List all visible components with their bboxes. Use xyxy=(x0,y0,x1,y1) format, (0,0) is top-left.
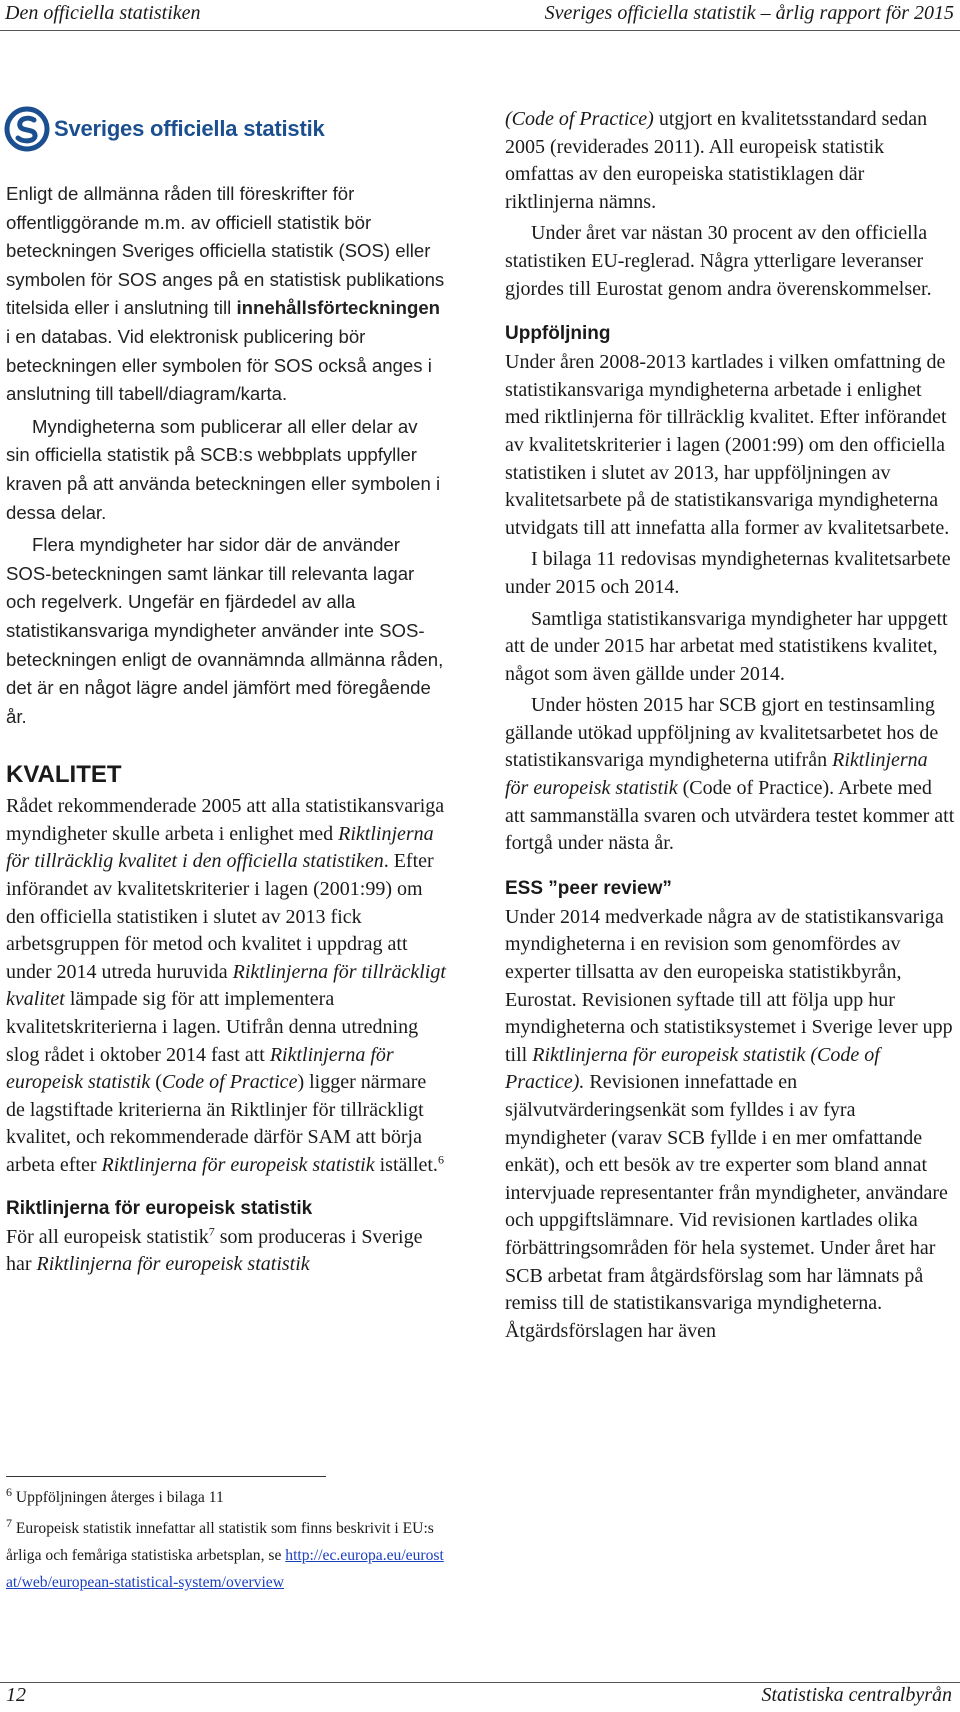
heading-uppfoljning: Uppföljning xyxy=(505,323,611,345)
sos-emblem-icon xyxy=(4,106,50,152)
header-divider xyxy=(0,30,960,31)
paragraph-sos-usage: Enligt de allmänna råden till föreskrifter för offentliggörande m.m. av officiell statistik bör beteckningen Sveriges officiella statistik (SOS) eller symbolen för SOS anges på en statistisk publikations titelsida eller i anslutning till innehållsförteckningen i en databas. Vid elektronisk publicering bör beteckningen eller symbolen för SOS också anges i anslutning till tabell/diagram/karta. xyxy=(6,183,445,405)
paragraph-sos-links: Flera myndigheter har sidor där de använder SOS-beteckningen samt länkar till relevanta lagar och regelverk. Ungefär en fjärdedel av alla statistikansvariga myndigheter använder inte SOS-beteckningen enligt de ovannämnda allmänna råden, det är en något lägre andel jämfört med föregående år. xyxy=(6,534,444,727)
sos-logo xyxy=(4,102,324,154)
heading-kvalitet: KVALITET xyxy=(6,761,122,789)
paragraph-ess-peer-review: Under 2014 medverkade några av de statistikansvariga myndigheterna i en revision som genomfördes av experter tillsatta av den europeiska statistikbyrån, Eurostat. Revisionen syftade till att följa upp hur myndigheterna och statistiksystemet i Sverige lever upp till Riktlinjerna för europeisk statistik (Code of Practice). Revisionen innefattade en självutvärderingsenkät som fylldes i av fyra myndigheter (varav SCB fyllde i en mer omfattande enkät), och ett besök av tre experter som bland annat intervjuade representanter från myndigheter, användare och uppgiftslämnare. Vid revisionen kartlades olika förbättringsområden för hela systemet. Under året har SCB arbetat fram åtgärdsförslag som har lämnats på remiss till de statistikansvariga myndigheterna. Åtgärdsförslagen har även xyxy=(505,905,953,1342)
header-section-title: Den officiella statistiken xyxy=(5,2,201,24)
paragraph-uppfoljning-4: Under hösten 2015 har SCB gjort en testinsamling gällande utökad uppföljning av kvalitetsarbetet hos de statistikansvariga myndigheterna utifrån Riktlinjerna för europeisk statistik (Code of Practice). Arbete med att sammanställa svaren och utvärdera testet kommer att fortgå under nästa år. xyxy=(505,694,955,855)
paragraph-uppfoljning-1: Under åren 2008-2013 kartlades i vilken omfattning de statistikansvariga myndigheterna arbetade i enlighet med riktlinjerna för tillräcklig kvalitet. Efter införandet av kvalitetskriterier i lagen (2001:99) om den officiella statistiken i slutet av 2013, har uppföljningen av kvalitetsarbete på de statistikansvariga myndigheterna utvidgats till att innefatta alla former av kvalitetsarbete. xyxy=(505,351,950,539)
footer-divider xyxy=(0,1682,960,1683)
paragraph-eu-regulated: Under året var nästan 30 procent av den officiella statistiken EU-reglerad. Några ytterligare leveranser gjordes till Eurostat genom andra överenskommelser. xyxy=(505,222,932,300)
paragraph-code-of-practice: (Code of Practice) utgjort en kvalitetsstandard sedan 2005 (reviderades 2011). All europeisk statistik omfattas av den europeiska statistiklagen där riktlinjerna nämns. xyxy=(505,108,928,213)
paragraph-scb-website: Myndigheterna som publicerar all eller delar av sin officiella statistik på SCB:s webbplats uppfyller kraven på att använda beteckningen eller symbolen i dessa delar. xyxy=(6,415,441,523)
footnotes xyxy=(6,1484,446,1596)
logo-wordmark: Sveriges officiella statistik xyxy=(54,116,325,141)
right-column xyxy=(505,106,955,1345)
heading-riktlinjer: Riktlinjerna för europeisk statistik xyxy=(6,1197,313,1219)
page-number: 12 xyxy=(6,1684,26,1706)
running-header xyxy=(0,0,960,28)
left-column xyxy=(6,180,446,1279)
paragraph-riktlinjer: För all europeisk statistik$^7$ som produceras i Sverige har Riktlinjerna för europeisk statistik xyxy=(6,1223,423,1276)
footnote-divider xyxy=(6,1476,326,1477)
paragraph-uppfoljning-3: Samtliga statistikansvariga myndigheter har uppgett att de under 2015 har arbetat med statistikens kvalitet, något som även gällde under 2014. xyxy=(505,607,948,685)
heading-ess-peer-review: ESS ”peer review” xyxy=(505,877,672,899)
footnote-7: $^7$ Europeisk statistik innefattar all statistik som finns beskrivit i EU:s årliga och femåriga statistiska arbetsplan, se http://ec.europa.eu/eurostat/web/european-statistical-system/overview xyxy=(6,1515,444,1591)
header-report-title: Sveriges officiella statistik – årlig rapport för 2015 xyxy=(544,2,954,24)
eurostat-link[interactable]: http://ec.europa.eu/eurostat/web/european-statistical-system/overview xyxy=(6,1547,444,1591)
footnote-6: $^6$ Uppföljningen återges i bilaga 11 xyxy=(6,1484,224,1506)
publisher-name: Statistiska centralbyrån xyxy=(761,1684,952,1706)
paragraph-uppfoljning-2: I bilaga 11 redovisas myndigheternas kvalitetsarbete under 2015 och 2014. xyxy=(505,548,951,598)
paragraph-kvalitet: Rådet rekommenderade 2005 att alla statistikansvariga myndigheter skulle arbeta i enlighet med Riktlinjerna för tillräcklig kvalitet i den officiella statistiken. Efter införandet av kvalitetskriterier i lagen (2001:99) om den officiella statistiken i slutet av 2013 fick arbetsgruppen för metod och kvalitet i uppdrag att under 2014 utreda huruvida Riktlinjerna för tillräckligt kvalitet lämpade sig för att implementera kvalitetskriterierna i lagen. Utifrån denna utredning slog rådet i oktober 2014 fast att Riktlinjerna för europeisk statistik (Code of Practice) ligger närmare de lagstiftade kriterierna än Riktlinjer för tillräckligt kvalitet, och rekommenderade därför SAM att börja arbeta efter Riktlinjerna för europeisk statistik istället.$^6$ xyxy=(6,795,446,1176)
